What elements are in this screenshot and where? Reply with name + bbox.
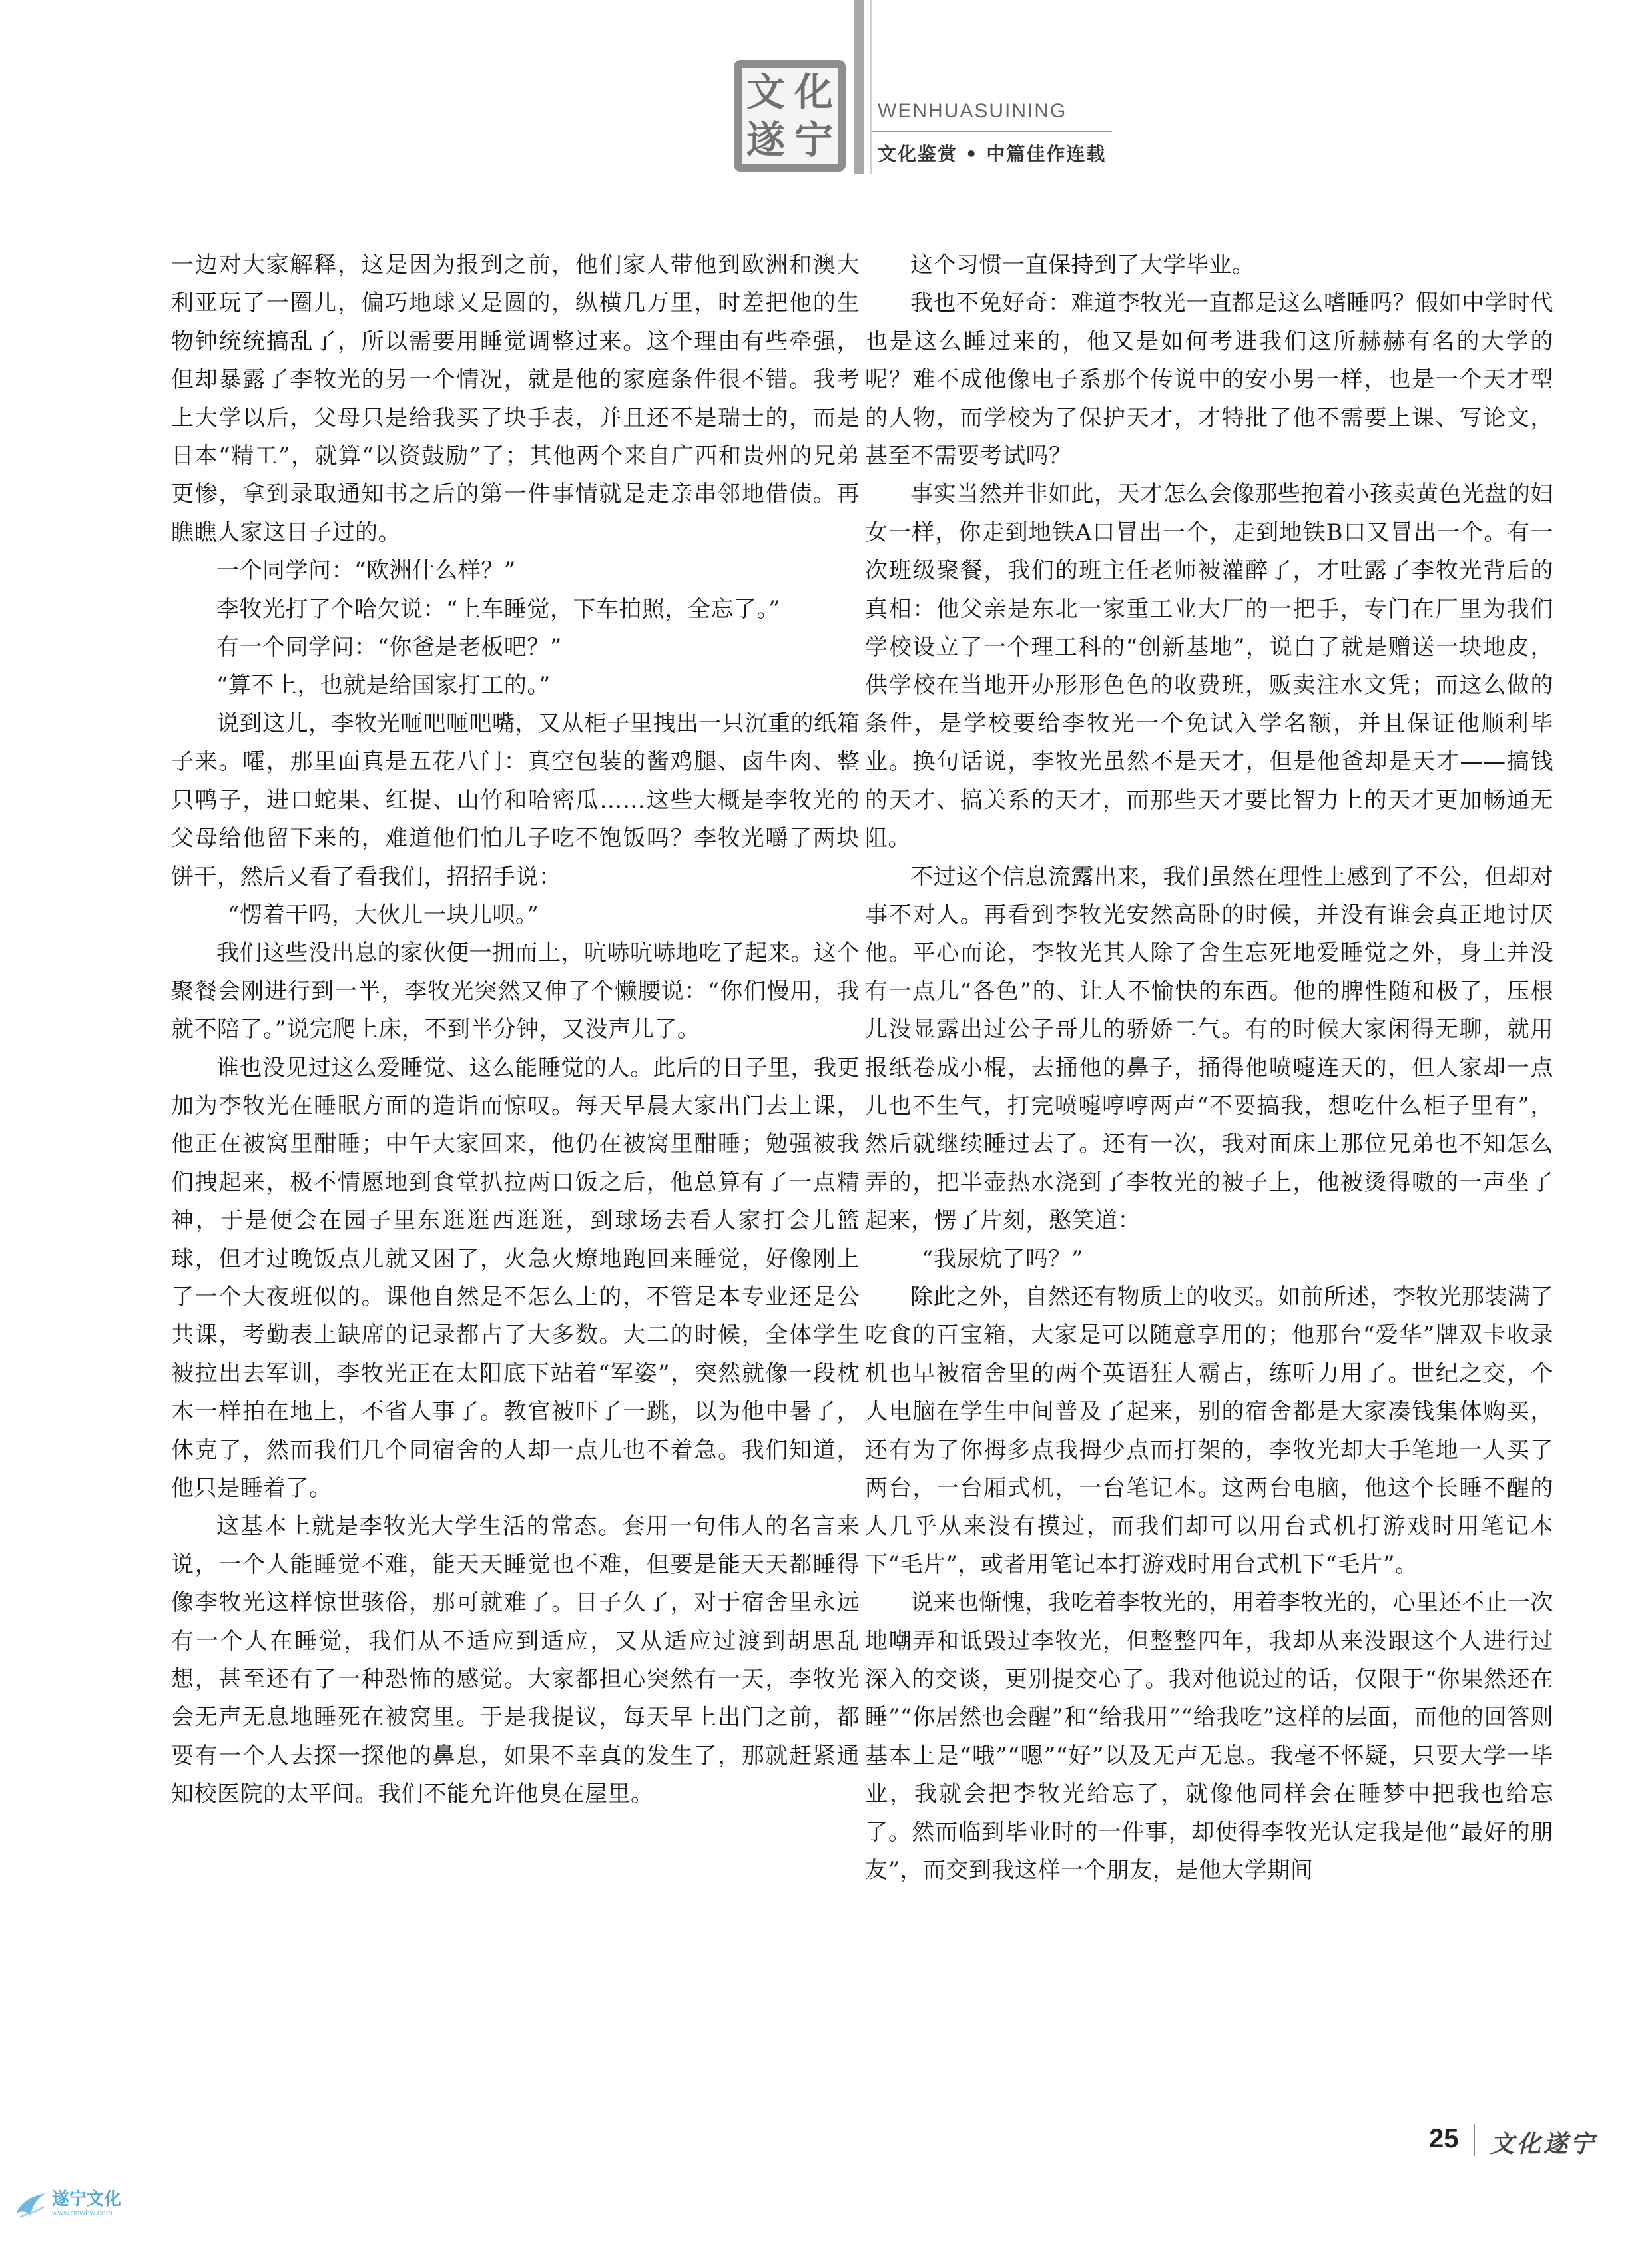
watermark <box>13 2181 153 2229</box>
header-divider <box>872 131 1112 132</box>
brand-english: WENHUASUINING <box>878 100 1067 122</box>
paragraph: 这基本上就是李牧光大学生活的常态。套用一句伟人的名言来说，一个人能睡觉不难，能天天睡觉也不难，但要是能天天都睡得像李牧光这样惊世骇俗，那可就难了。日子久了，对于宿舍里永远有一个人在睡觉，我们从不适应到适应，又从适应过渡到胡思乱想，甚至还有了一种恐怖的感觉。大家都担心突然有一天，李牧光会无声无息地睡死在被窝里。于是我提议，每天早上出门之前，都要有一个人去探一探他的鼻息，如果不幸真的发生了，那就赶紧通知校医院的太平间。我们不能允许他臭在屋里。 <box>171 1513 860 1808</box>
left-column <box>171 246 860 1814</box>
right-column <box>865 246 1553 1890</box>
seal-char: 文 <box>746 69 785 115</box>
bird-logo-icon <box>13 2187 48 2221</box>
footer-divider <box>1474 2124 1475 2156</box>
seal-char: 宁 <box>794 117 833 162</box>
watermark-url: www.snwhw.com <box>52 2208 113 2217</box>
footer-brand: 文化遂宁 <box>1490 2130 1597 2158</box>
page-number: 25 <box>1429 2124 1459 2153</box>
seal-char: 化 <box>794 69 833 115</box>
paragraph: 有一个同学问：“你爸是老板吧？” <box>216 634 562 661</box>
paragraph: 不过这个信息流露出来，我们虽然在理性上感到了不公，但却对事不对人。再看到李牧光安然高卧的时候，并没有谁会真正地讨厌他。平心而论，李牧光其人除了舍生忘死地爱睡觉之外，身上并没有一点儿“各色”的、让人不愉快的东西。他的脾性随和极了，压根儿没显露出过公子哥儿的骄娇二气。有的时候大家闲得无聊，就用报纸卷成小棍，去捅他的鼻子，捅得他喷嚏连天的，但人家却一点儿也不生气，打完喷嚏哼哼两声“不要搞我，想吃什么柜子里有”，然后就继续睡过去了。还有一次，我对面床上那位兄弟也不知怎么弄的，把半壶热水浇到了李牧光的被子上，他被烫得嗷的一声坐了起来，愣了片刻，憨笑道： <box>865 863 1553 1235</box>
brand-seal-logo <box>734 60 846 172</box>
paragraph: 一边对大家解释，这是因为报到之前，他们家人带他到欧洲和澳大利亚玩了一圈儿，偏巧地球又是圆的，纵横几万里，时差把他的生物钟统统搞乱了，所以需要用睡觉调整过来。这个理由有些牵强，但却暴露了李牧光的另一个情况，就是他的家庭条件很不错。我考上大学以后，父母只是给我买了块手表，并且还不是瑞士的，而是日本“精工”，就算“以资鼓励”了；其他两个来自广西和贵州的兄弟更惨，拿到录取通知书之后的第一件事情就是走亲串邻地借债。再瞧瞧人家这日子过的。 <box>171 252 860 546</box>
paragraph: 我们这些没出息的家伙便一拥而上，吭哧吭哧地吃了起来。这个聚餐会刚进行到一半，李牧光突然又伸了个懒腰说：“你们慢用，我就不陪了。”说完爬上床，不到半分钟，又没声儿了。 <box>171 940 860 1043</box>
watermark-name: 遂宁文化 <box>52 2189 122 2209</box>
paragraph: “愣着干吗，大伙儿一块儿呗。” <box>228 901 539 928</box>
paragraph: 说到这儿，李牧光咂吧咂吧嘴，又从柜子里拽出一只沉重的纸箱子来。嚯，那里面真是五花八门：真空包装的酱鸡腿、卤牛肉、整只鸭子，进口蛇果、红提、山竹和哈密瓜……这些大概是李牧光的父母给他留下来的，难道他们怕儿子吃不饱饭吗？李牧光嚼了两块饼干，然后又看了看我们，招招手说： <box>171 710 860 890</box>
section-title: 文化鉴赏 • 中篇佳作连载 <box>878 143 1107 165</box>
paragraph: 谁也没见过这么爱睡觉、这么能睡觉的人。此后的日子里，我更加为李牧光在睡眠方面的造诣而惊叹。每天早晨大家出门去上课，他正在被窝里酣睡；中午大家回来，他仍在被窝里酣睡；勉强被我们拽起来，极不情愿地到食堂扒拉两口饭之后，他总算有了一点精神，于是便会在园子里东逛逛西逛逛，到球场去看人家打会儿篮球，但才过晚饭点儿就又困了，火急火燎地跑回来睡觉，好像刚上了一个大夜班似的。课他自然是不怎么上的，不管是本专业还是公共课，考勤表上缺席的记录都占了大多数。大二的时候，全体学生被拉出去军训，李牧光正在太阳底下站着“军姿”，突然就像一段枕木一样拍在地上，不省人事了。教官被吓了一跳，以为他中暑了，休克了，然而我们几个同宿舍的人却一点儿也不着急。我们知道，他只是睡着了。 <box>171 1054 860 1502</box>
seal-char: 遂 <box>746 117 785 162</box>
header-bar <box>854 0 864 174</box>
paragraph: 我也不免好奇：难道李牧光一直都是这么嗜睡吗？假如中学时代也是这么睡过来的，他又是如何考进我们这所赫赫有名的大学的呢？难不成他像电子系那个传说中的安小男一样，也是一个天才型的人物，而学校为了保护天才，才特批了他不需要上课、写论文，甚至不需要考试吗？ <box>865 290 1553 470</box>
paragraph: 这个习惯一直保持到了大学毕业。 <box>910 252 1255 278</box>
header-bar-shadow <box>870 0 872 174</box>
paragraph: 一个同学问：“欧洲什么样？” <box>216 557 516 585</box>
paragraph: “我尿炕了吗？” <box>922 1245 1083 1272</box>
paragraph: 说来也惭愧，我吃着李牧光的，用着李牧光的，心里还不止一次地嘲弄和诋毁过李牧光，但整整四年，我却从来没跟这个人进行过深入的交谈，更别提交心了。我对他说过的话，仅限于“你果然还在睡”“你居然也会醒”和“给我用”“给我吃”这样的层面，而他的回答则基本上是“哦”“嗯”“好”以及无声无息。我毫不怀疑，只要大学一毕业，我就会把李牧光给忘了，就像他同样会在睡梦中把我也给忘了。然而临到毕业时的一件事，却使得李牧光认定我是他“最好的朋友”，而交到我这样一个朋友，是他大学期间 <box>865 1589 1553 1884</box>
paragraph: “算不上，也就是给国家打工的。” <box>216 672 551 699</box>
paragraph: 李牧光打了个哈欠说：“上车睡觉，下车拍照，全忘了。” <box>216 595 780 623</box>
paragraph: 除此之外，自然还有物质上的收买。如前所述，李牧光那装满了吃食的百宝箱，大家是可以随意享用的；他那台“爱华”牌双卡收录机也早被宿舍里的两个英语狂人霸占，练听力用了。世纪之交，个人电脑在学生中间普及了起来，别的宿舍都是大家凑钱集体购买，还有为了你拇多点我拇少点而打架的，李牧光却大手笔地一人买了两台，一台厢式机，一台笔记本。这两台电脑，他这个长睡不醒的人几乎从来没有摸过，而我们却可以用台式机打游戏时用笔记本下“毛片”，或者用笔记本打游戏时用台式机下“毛片”。 <box>865 1283 1553 1578</box>
paragraph: 事实当然并非如此，天才怎么会像那些抱着小孩卖黄色光盘的妇女一样，你走到地铁A口冒出一个，走到地铁B口又冒出一个。有一次班级聚餐，我们的班主任老师被灌醉了，才吐露了李牧光背后的真相：他父亲是东北一家重工业大厂的一把手，专门在厂里为我们学校设立了一个理工科的“创新基地”，说白了就是赠送一块地皮，供学校在当地开办形形色色的收费班，贩卖注水文凭；而这么做的条件，是学校要给李牧光一个免试入学名额，并且保证他顺利毕业。换句话说，李牧光虽然不是天才，但是他爸却是天才——搞钱的天才、搞关系的天才，而那些天才要比智力上的天才更加畅通无阻。 <box>865 481 1553 852</box>
